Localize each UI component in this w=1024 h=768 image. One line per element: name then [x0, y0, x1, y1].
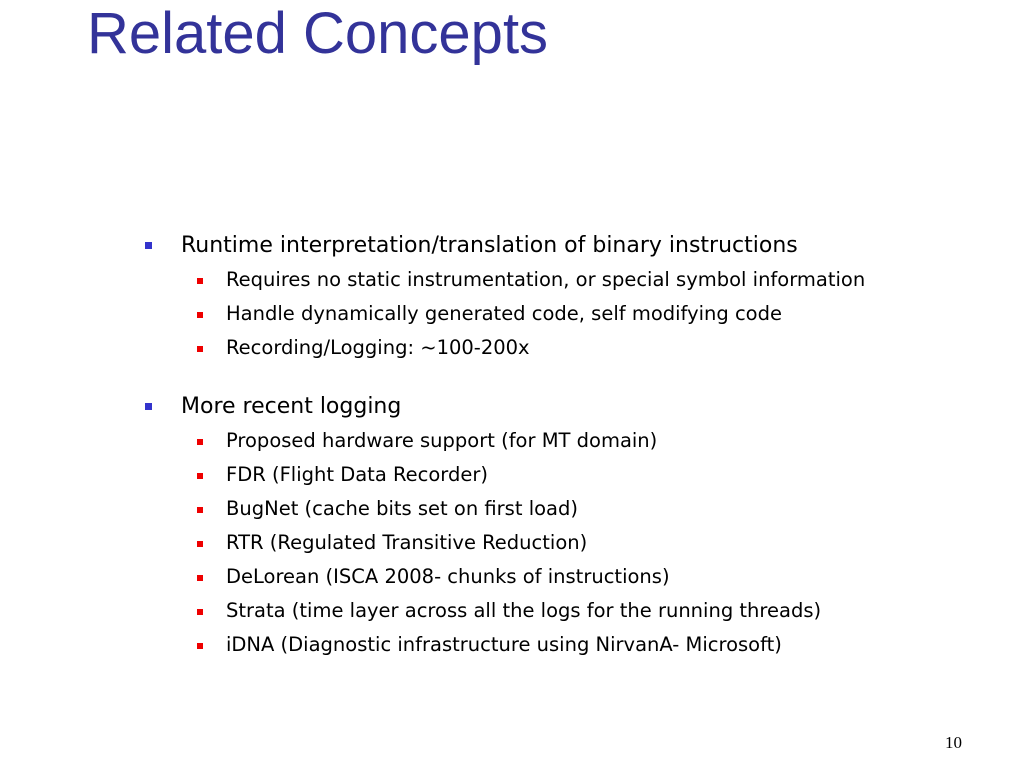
- square-bullet-icon: [197, 541, 203, 547]
- bullet-level2: [144, 424, 1004, 458]
- sub-bullet-list: [144, 424, 1004, 662]
- square-bullet-icon: [197, 278, 203, 284]
- square-bullet-icon: [197, 643, 203, 649]
- bullet-text: Recording/Logging: ~100-200x: [226, 336, 530, 359]
- square-bullet-icon: [145, 403, 152, 410]
- bullet-text: Strata (time layer across all the logs for the running threads): [226, 599, 822, 622]
- square-bullet-icon: [197, 439, 203, 445]
- bullet-text: Handle dynamically generated code, self modifying code: [226, 302, 782, 325]
- square-bullet-icon: [197, 312, 203, 318]
- bullet-level2: [144, 263, 1004, 297]
- square-bullet-icon: [197, 473, 203, 479]
- bullet-level2: [144, 628, 1004, 662]
- bullet-text: BugNet (cache bits set on first load): [226, 497, 578, 520]
- bullet-group-runtime: [144, 229, 1004, 365]
- bullet-level1: [144, 229, 1004, 263]
- bullet-group-logging: [144, 390, 1004, 662]
- bullet-text: Proposed hardware support (for MT domain): [226, 429, 658, 452]
- bullet-text: RTR (Regulated Transitive Reduction): [226, 531, 588, 554]
- bullet-text: iDNA (Diagnostic infrastructure using NirvanA- Microsoft): [226, 633, 782, 656]
- page-number: 10: [945, 733, 962, 752]
- bullet-text: DeLorean (ISCA 2008- chunks of instructions): [226, 565, 670, 588]
- slide-content: [144, 229, 1004, 687]
- bullet-level2: [144, 560, 1004, 594]
- bullet-text: Runtime interpretation/translation of binary instructions: [181, 233, 798, 258]
- sub-bullet-list: [144, 263, 1004, 365]
- square-bullet-icon: [145, 242, 152, 249]
- bullet-text: More recent logging: [181, 394, 402, 419]
- slide-title: Related Concepts: [87, 1, 549, 66]
- bullet-level1: [144, 390, 1004, 424]
- bullet-level2: [144, 526, 1004, 560]
- square-bullet-icon: [197, 609, 203, 615]
- bullet-level2: [144, 297, 1004, 331]
- bullet-text: Requires no static instrumentation, or special symbol information: [226, 268, 866, 291]
- bullet-text: FDR (Flight Data Recorder): [226, 463, 488, 486]
- bullet-level2: [144, 331, 1004, 365]
- square-bullet-icon: [197, 575, 203, 581]
- bullet-level2: [144, 594, 1004, 628]
- bullet-level2: [144, 458, 1004, 492]
- square-bullet-icon: [197, 507, 203, 513]
- square-bullet-icon: [197, 346, 203, 352]
- bullet-level2: [144, 492, 1004, 526]
